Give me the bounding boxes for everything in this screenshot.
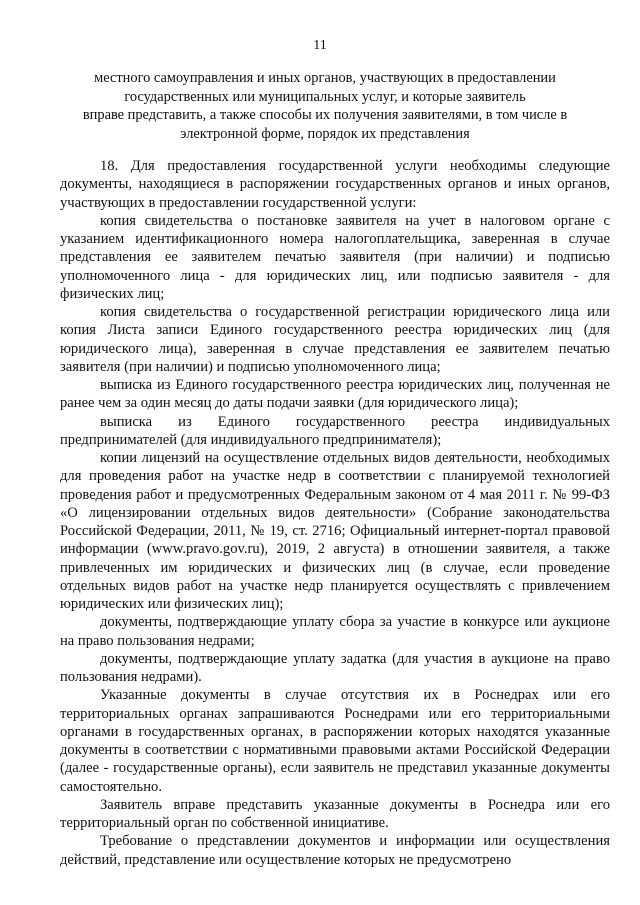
heading-line: электронной форме, порядок их представления <box>180 125 470 142</box>
paragraph-requirement: Требование о представлении документов и информации или осуществления действий, представление или осуществление которых не предусмотрено <box>60 833 610 868</box>
paragraph-egrul-extract: выписка из Единого государственного реестра юридических лиц, полученная не ранее чем за один месяц до даты подачи заявки (для юридического лица); <box>60 377 610 412</box>
document-body <box>60 157 610 869</box>
paragraph-deposit-payment: документы, подтверждающие уплату задатка (для участия в аукционе на право пользования недрами). <box>60 650 610 685</box>
heading-line: местного самоуправления и иных органов, участвующих в предоставлении <box>94 70 556 86</box>
heading-line: вправе представить, а также способы их получения заявителями, в том числе в <box>82 107 568 123</box>
paragraph-legal-entity-registration-copy: копия свидетельства о государственной регистрации юридического лица или копия Листа записи Единого государственного реестра юридических лиц (для юридического лица), заверенная в случае представления ее заявителем печатью заявителя (при наличии) и подписью уполномоченного лица; <box>60 304 610 375</box>
paragraph-tax-registration-copy: копия свидетельства о постановке заявителя на учет в налоговом органе с указанием идентификационного номера налогоплательщика, заверенная в случае представления ее заявителем печатью заявителя (при наличии) и подписью уполномоченного лица - для юридических лиц, или подписью заявителя - для физических лиц; <box>60 212 610 302</box>
paragraph-item-18: 18. Для предоставления государственной услуги необходимы следующие документы, находящиеся в распоряжении государственных органов и иных органов, участвующих в предоставлении государственной услуги: <box>60 158 610 211</box>
page-number: 11 <box>313 38 327 53</box>
section-heading <box>80 69 570 143</box>
paragraph-licenses-copies: копии лицензий на осуществление отдельных видов деятельности, необходимых для проведения работ на участке недр в соответствии с планируемой технологией проведения работ и предусмотренных Федеральным законом от 4 мая 2011 г. № 99-ФЗ «О лицензировании отдельных видов деятельности» (Собрание законодательства Российской Федерации, 2011, № 19, ст. 2716; Официальный интернет-портал правовой информации (www.pravo.gov.ru), 2019, 2 августа) в отношении заявителя, а также привлеченных им юридических и физических лиц (в случае, если проведение отдельных видов работ на участке недр планируется осуществлять с привлечением юридических или физических лиц); <box>60 450 610 612</box>
paragraph-documents-request: Указанные документы в случае отсутствия их в Роснедрах или его территориальных органах запрашиваются Роснедрами или его территориальными органами в государственных органах, в распоряжении которых находятся указанные документы в соответствии с нормативными правовыми актами Российской Федерации (далее - государственные органы), если заявитель не представил указанные документы самостоятельно. <box>60 687 610 795</box>
heading-line: государственных или муниципальных услуг, и которые заявитель <box>124 88 526 105</box>
paragraph-egrip-extract: выписка из Единого государственного реестра индивидуальных предпринимателей (для индивидуального предпринимателя); <box>60 413 610 448</box>
paragraph-applicant-initiative: Заявитель вправе представить указанные документы в Роснедра или его территориальный орган по собственной инициативе. <box>60 796 610 831</box>
paragraph-fee-payment: документы, подтверждающие уплату сбора за участие в конкурсе или аукционе на право пользования недрами; <box>60 614 610 649</box>
